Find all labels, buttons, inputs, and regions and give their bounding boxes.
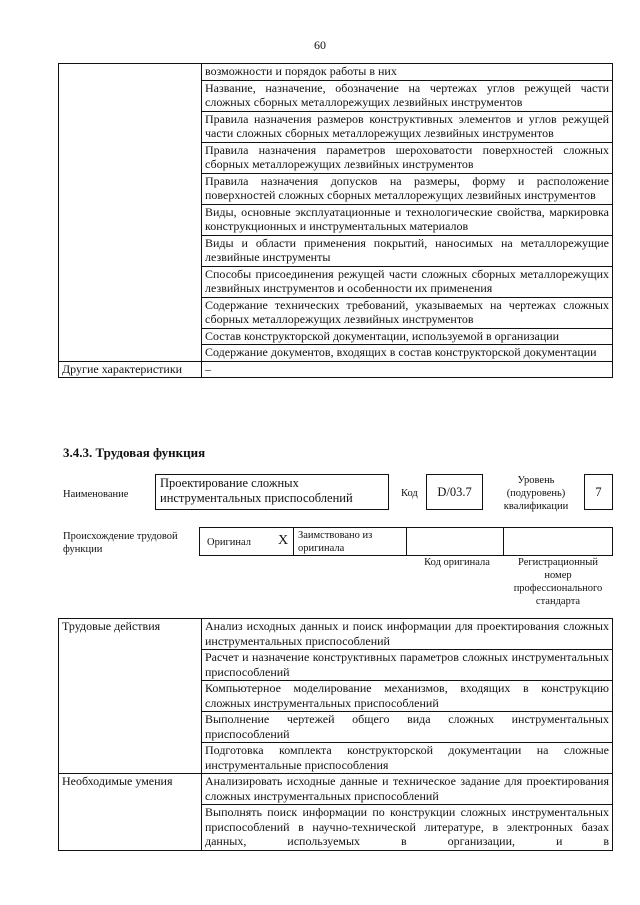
- original-mark: X: [278, 533, 289, 548]
- table-cell: Расчет и назначение конструктивных параметров сложных инструментальных приспособлений: [202, 650, 613, 681]
- table-cell: Название, назначение, обозначение на чертежах углов режущей части сложных сборных металлорежущих лезвийных инструментов: [202, 80, 613, 111]
- table-row: [59, 64, 613, 81]
- original-cell: [199, 527, 294, 556]
- table-cell: Виды, основные эксплуатационные и технологические свойства, маркировка конструкционных и инструментальных материалов: [202, 204, 613, 235]
- knowledge-table: [58, 63, 613, 378]
- table-row: [59, 774, 613, 805]
- group-label: Трудовые действия: [59, 619, 202, 774]
- table-cell: Выполнение чертежей общего вида сложных инструментальных приспособлений: [202, 712, 613, 743]
- level-label: Уровень (подуровень) квалификации: [503, 475, 569, 512]
- group-label: Необходимые умения: [59, 774, 202, 851]
- level-value-box: [584, 474, 613, 510]
- table-cell: Содержание технических требований, указываемых на чертежах сложных сборных металлорежущих лезвийных инструментов: [202, 297, 613, 328]
- section-heading: 3.4.3. Трудовая функция: [63, 445, 206, 460]
- table-cell: Компьютерное моделирование механизмов, входящих в конструкцию сложных инструментальных приспособлений: [202, 681, 613, 712]
- table-cell: Виды и области применения покрытий, наносимых на металлорежущие лезвийные инструменты: [202, 235, 613, 266]
- table-cell: Правила назначения размеров конструктивных элементов и углов режущей части сложных сборных металлорежущих лезвийных инструментов: [202, 111, 613, 142]
- page-number: 60: [314, 38, 326, 52]
- table-cell: Способы присоединения режущей части сложных сборных металлорежущих лезвийных инструментов и особенности их применения: [202, 266, 613, 297]
- name-value-box: [155, 474, 389, 510]
- level-value: 7: [595, 485, 602, 499]
- table-cell: Анализировать исходные данные и техническое задание для проектирования сложных инструментальных приспособлений: [202, 774, 613, 805]
- code-value-box: [426, 474, 483, 510]
- origin-label: Происхождение трудовой функции: [63, 531, 178, 555]
- table-cell: Правила назначения параметров шероховатости поверхностей сложных сборных металлорежущих лезвийных инструментов: [202, 142, 613, 173]
- table-cell: возможности и порядок работы в них: [202, 64, 613, 81]
- other-characteristics-value: –: [202, 361, 613, 378]
- borrowed-label: Заимствовано из оригинала: [298, 530, 373, 554]
- code-original-caption: Код оригинала: [424, 557, 490, 568]
- table-cell: Выполнять поиск информации по конструкции сложных инструментальных приспособлений в научно-технической литературе, в электронных базах данных, используемых в организации, и в: [202, 805, 613, 851]
- borrowed-cell: [293, 527, 407, 556]
- reg-number-caption: Регистрационный номер профессионального стандарта: [513, 557, 603, 607]
- name-label: Наименование: [63, 489, 129, 500]
- code-label: Код: [401, 488, 418, 499]
- other-characteristics-label: Другие характеристики: [59, 361, 202, 378]
- function-table: [58, 618, 613, 851]
- table-cell: Правила назначения допусков на размеры, форму и расположение поверхностей сложных сборных металлорежущих лезвийных инструментов: [202, 173, 613, 204]
- table-cell: Подготовка комплекта конструкторской документации на сложные инструментальные приспособления: [202, 743, 613, 774]
- code-original-cell: [406, 527, 504, 556]
- reg-number-cell: [503, 527, 613, 556]
- row-label-cell: [59, 64, 202, 362]
- table-cell: Анализ исходных данных и поиск информации для проектирования сложных инструментальных приспособлений: [202, 619, 613, 650]
- table-row: [59, 619, 613, 650]
- original-label: Оригинал: [207, 537, 251, 548]
- name-value: Проектирование сложных инструментальных приспособлений: [160, 476, 353, 505]
- code-value: D/03.7: [437, 485, 472, 499]
- table-cell: Содержание документов, входящих в состав конструкторской документации: [202, 345, 613, 362]
- table-row: [59, 361, 613, 378]
- table-cell: Состав конструкторской документации, используемой в организации: [202, 328, 613, 345]
